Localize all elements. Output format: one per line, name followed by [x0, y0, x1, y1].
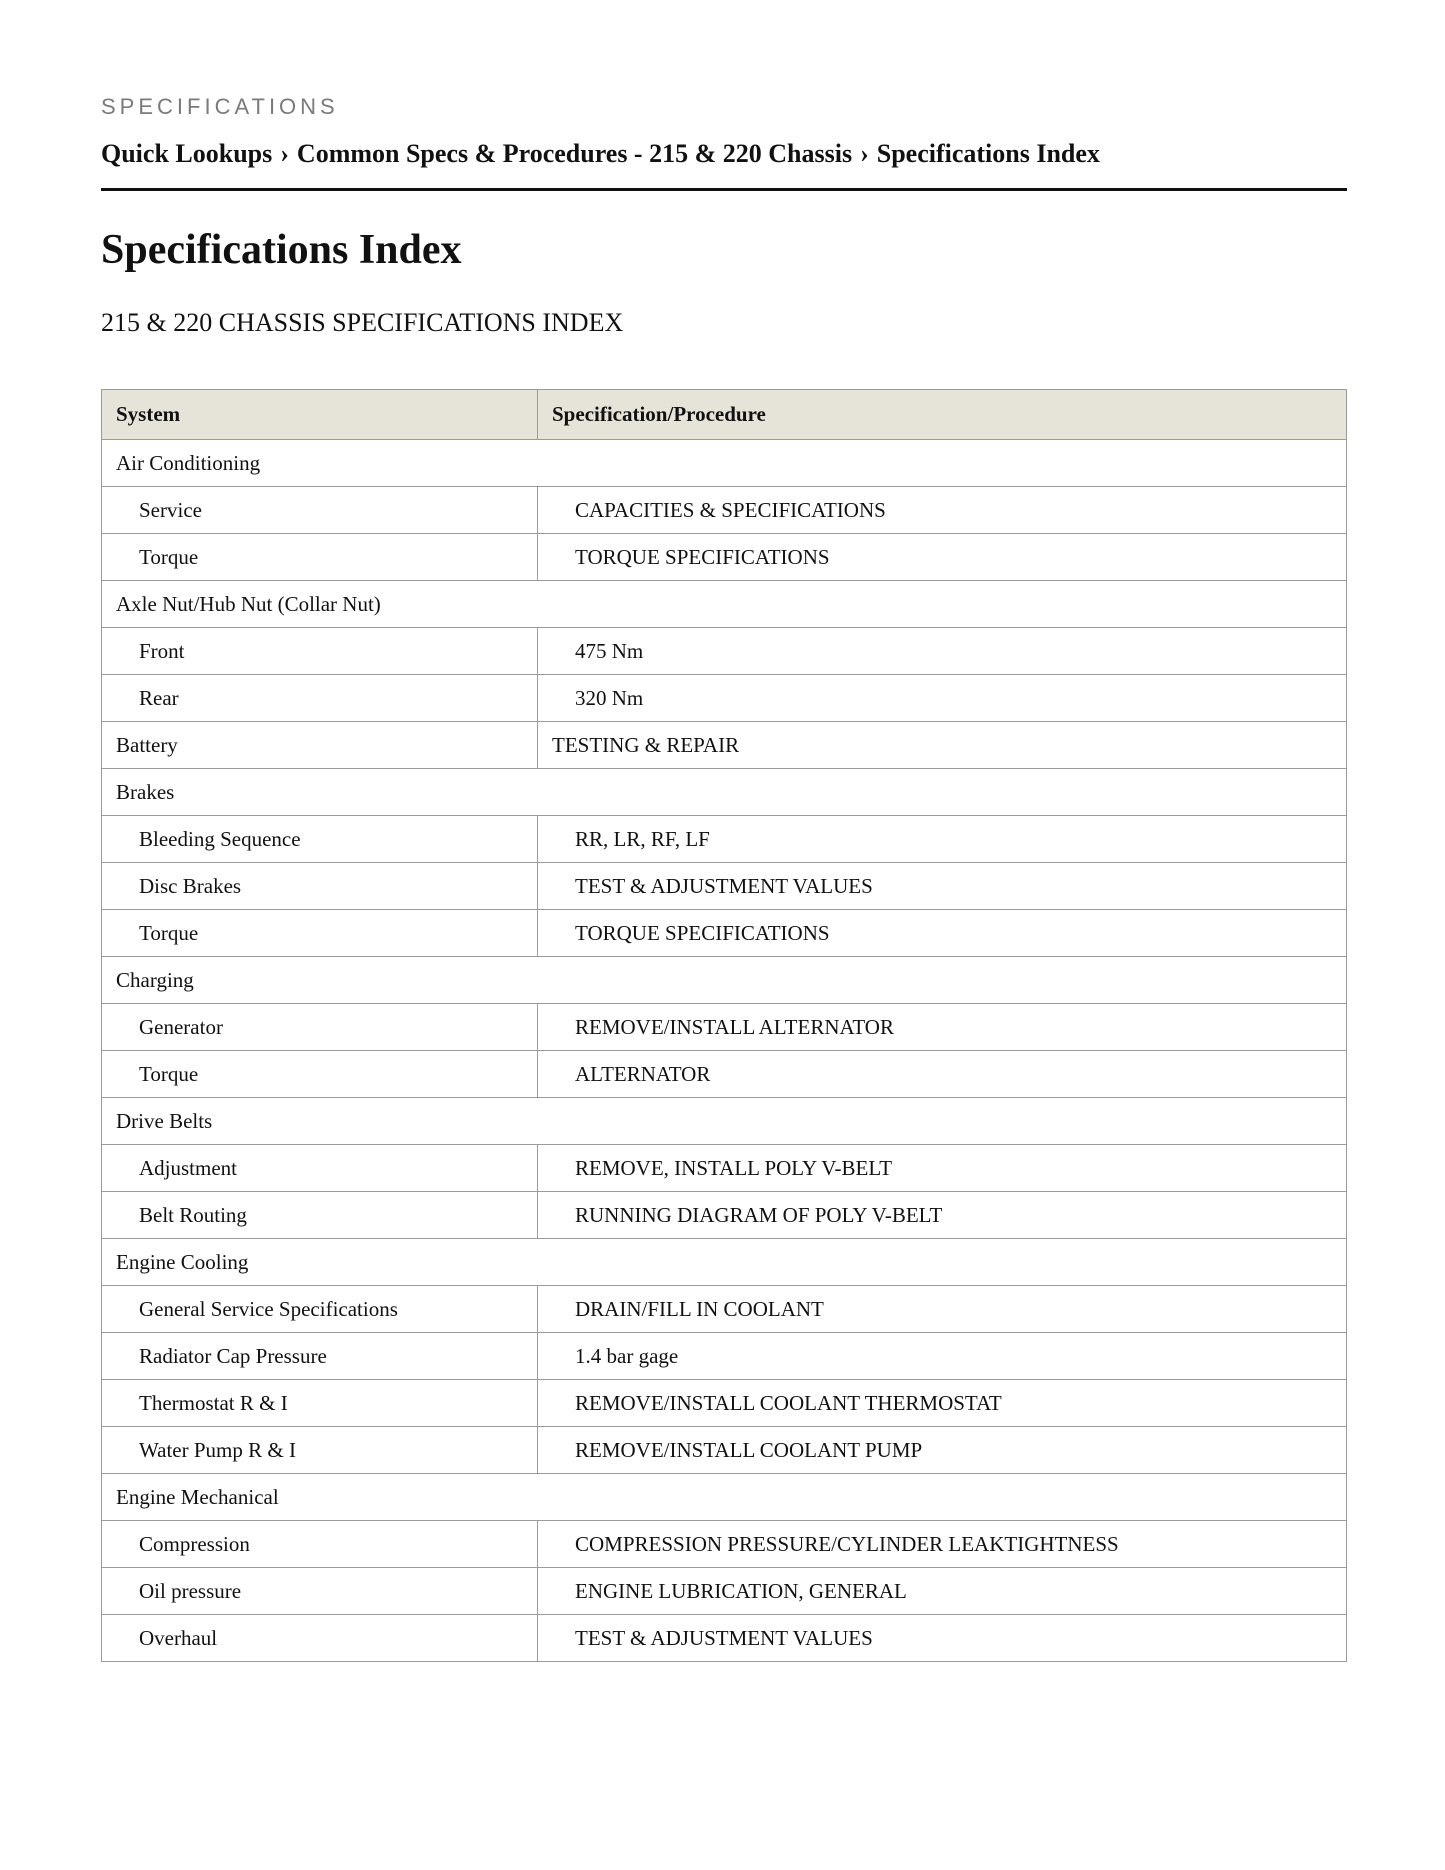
- table-row: [102, 910, 1347, 957]
- breadcrumb-separator: ›: [860, 139, 869, 168]
- group-label: Air Conditioning: [102, 440, 1347, 487]
- spec-cell[interactable]: RR, LR, RF, LF: [538, 816, 1347, 863]
- column-header-system: System: [102, 390, 538, 440]
- table-row: [102, 487, 1347, 534]
- spec-cell[interactable]: REMOVE, INSTALL POLY V-BELT: [538, 1145, 1347, 1192]
- table-row: [102, 722, 1347, 769]
- table-group-row: [102, 769, 1347, 816]
- system-cell: Compression: [102, 1521, 538, 1568]
- spec-cell[interactable]: ALTERNATOR: [538, 1051, 1347, 1098]
- table-row: [102, 1192, 1347, 1239]
- table-row: [102, 1004, 1347, 1051]
- system-cell: Front: [102, 628, 538, 675]
- group-label: Engine Mechanical: [102, 1474, 1347, 1521]
- system-cell: Service: [102, 487, 538, 534]
- page-title: Specifications Index: [101, 227, 462, 273]
- spec-cell[interactable]: ENGINE LUBRICATION, GENERAL: [538, 1568, 1347, 1615]
- table-header-row: [102, 390, 1347, 440]
- spec-cell[interactable]: CAPACITIES & SPECIFICATIONS: [538, 487, 1347, 534]
- breadcrumb-separator: ›: [280, 139, 289, 168]
- breadcrumb-item-current: Specifications Index: [876, 139, 1100, 168]
- system-cell: Torque: [102, 1051, 538, 1098]
- system-cell: General Service Specifications: [102, 1286, 538, 1333]
- system-cell: Generator: [102, 1004, 538, 1051]
- table-row: [102, 628, 1347, 675]
- spec-cell[interactable]: REMOVE/INSTALL ALTERNATOR: [538, 1004, 1347, 1051]
- spec-cell[interactable]: DRAIN/FILL IN COOLANT: [538, 1286, 1347, 1333]
- table-row: [102, 534, 1347, 581]
- group-label: Drive Belts: [102, 1098, 1347, 1145]
- table-row: [102, 1333, 1347, 1380]
- system-cell: Overhaul: [102, 1615, 538, 1662]
- section-eyebrow: SPECIFICATIONS: [101, 94, 339, 119]
- group-label: Axle Nut/Hub Nut (Collar Nut): [102, 581, 1347, 628]
- system-cell: Bleeding Sequence: [102, 816, 538, 863]
- table-row: [102, 1615, 1347, 1662]
- breadcrumb: [101, 138, 1347, 191]
- spec-cell[interactable]: RUNNING DIAGRAM OF POLY V-BELT: [538, 1192, 1347, 1239]
- table-row: [102, 1427, 1347, 1474]
- spec-cell[interactable]: TEST & ADJUSTMENT VALUES: [538, 863, 1347, 910]
- system-cell: Adjustment: [102, 1145, 538, 1192]
- system-cell: Radiator Cap Pressure: [102, 1333, 538, 1380]
- table-row: [102, 816, 1347, 863]
- breadcrumb-item-common-specs[interactable]: Common Specs & Procedures - 215 & 220 Chassis: [296, 139, 853, 168]
- spec-cell[interactable]: TEST & ADJUSTMENT VALUES: [538, 1615, 1347, 1662]
- table-row: [102, 1145, 1347, 1192]
- table-body: [102, 440, 1347, 1662]
- table-group-row: [102, 1239, 1347, 1286]
- spec-cell[interactable]: REMOVE/INSTALL COOLANT THERMOSTAT: [538, 1380, 1347, 1427]
- table-group-row: [102, 440, 1347, 487]
- spec-cell[interactable]: TESTING & REPAIR: [538, 722, 1347, 769]
- spec-cell[interactable]: 1.4 bar gage: [538, 1333, 1347, 1380]
- system-cell: Belt Routing: [102, 1192, 538, 1239]
- table-row: [102, 1286, 1347, 1333]
- breadcrumb-item-quick-lookups[interactable]: Quick Lookups: [101, 139, 273, 168]
- table-row: [102, 1051, 1347, 1098]
- table-row: [102, 675, 1347, 722]
- spec-cell[interactable]: COMPRESSION PRESSURE/CYLINDER LEAKTIGHTNESS: [538, 1521, 1347, 1568]
- spec-cell[interactable]: TORQUE SPECIFICATIONS: [538, 534, 1347, 581]
- system-cell: Rear: [102, 675, 538, 722]
- group-label: Engine Cooling: [102, 1239, 1347, 1286]
- table-group-row: [102, 957, 1347, 1004]
- table-row: [102, 1380, 1347, 1427]
- table-group-row: [102, 1474, 1347, 1521]
- column-header-spec: Specification/Procedure: [538, 390, 1347, 440]
- system-cell: Torque: [102, 534, 538, 581]
- specifications-table: [101, 389, 1347, 1662]
- group-label: Charging: [102, 957, 1347, 1004]
- system-cell: Thermostat R & I: [102, 1380, 538, 1427]
- group-label: Brakes: [102, 769, 1347, 816]
- table-row: [102, 1521, 1347, 1568]
- spec-cell[interactable]: REMOVE/INSTALL COOLANT PUMP: [538, 1427, 1347, 1474]
- table-group-row: [102, 581, 1347, 628]
- system-cell: Water Pump R & I: [102, 1427, 538, 1474]
- table-row: [102, 1568, 1347, 1615]
- system-cell: Torque: [102, 910, 538, 957]
- system-cell: Oil pressure: [102, 1568, 538, 1615]
- spec-cell[interactable]: TORQUE SPECIFICATIONS: [538, 910, 1347, 957]
- spec-cell[interactable]: 475 Nm: [538, 628, 1347, 675]
- system-cell: Battery: [102, 722, 538, 769]
- table-row: [102, 863, 1347, 910]
- table-group-row: [102, 1098, 1347, 1145]
- system-cell: Disc Brakes: [102, 863, 538, 910]
- spec-cell[interactable]: 320 Nm: [538, 675, 1347, 722]
- page-subtitle: 215 & 220 CHASSIS SPECIFICATIONS INDEX: [101, 308, 624, 337]
